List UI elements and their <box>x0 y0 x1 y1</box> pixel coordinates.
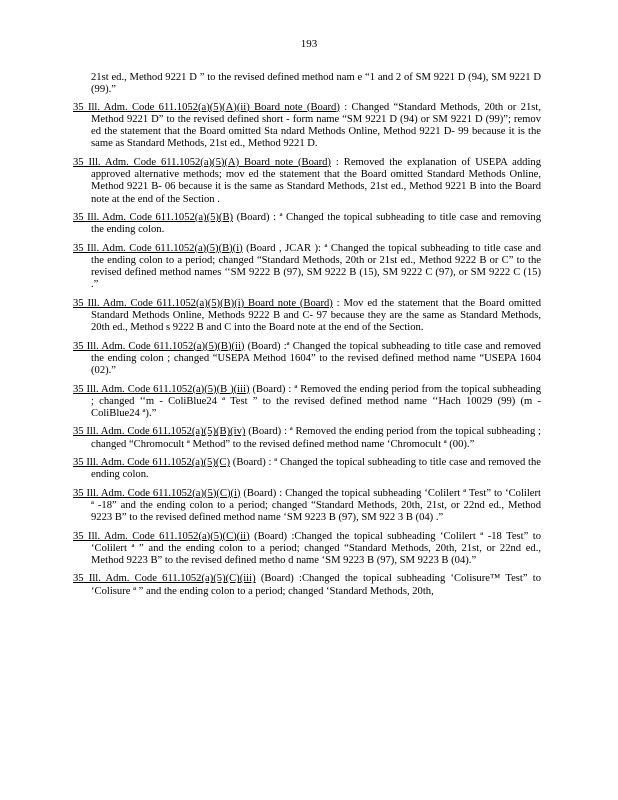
code-reference: 35 Ill. Adm. Code 611.1052(a)(5)(B) <box>73 211 234 223</box>
code-reference: 35 Ill. Adm. Code 611.1052(a)(5)(B)(i) <box>73 242 243 254</box>
code-reference: 35 Ill. Adm. Code 611.1052(a)(5)(C)(i) <box>73 487 241 499</box>
list-item <box>73 243 541 292</box>
code-reference: 35 Ill. Adm. Code 611.1052(a)(5)(A)(ii) Board note (Board) <box>73 101 340 113</box>
entry-text: (Board) : ª Changed the topical subheading to title case and removing the ending colon. <box>91 211 541 236</box>
code-reference: 35 Ill. Adm. Code 611.1052(a)(5)(C) <box>73 457 230 469</box>
entry-text: (Board) :Changed the topical subheading ‘Colisure™ Test” to ‘Colisure ª ” and the ending colon to a period; changed ‘Standard Methods, 20th, <box>91 573 541 597</box>
entry-text: (Board) :ª Changed the topical subheading to title case and removed the ending colon ; changed “USEPA Method 1604” to the revised defined method name “USEPA 1604 (02).” <box>91 340 541 377</box>
list-item <box>73 341 541 378</box>
code-reference: 35 Ill. Adm. Code 611.1052(a)(5)(C)(iii) <box>73 573 256 585</box>
list-item <box>73 531 541 568</box>
entry-text: (Board) : Changed the topical subheading ‘Colilert ª Test” to ‘Colilert ª -18” and the ending colon to a period; changed “Standard Methods, 20th, 21st, or 22nd ed., Method 9223 B” to the revised defined method name ‘SM 9223 B (97), SM 922 3 B (04) .” <box>91 487 541 524</box>
page-number: 193 <box>300 38 318 50</box>
code-reference: 35 Ill. Adm. Code 611.1052(a)(5)(B )(iii) <box>73 383 250 395</box>
list-item <box>73 426 541 451</box>
entry-text: : Changed “Standard Methods, 20th or 21st, Method 9221 D” to the revised defined short - form name “SM 9221 D (94) or SM 9221 D (99)”; remov ed the statement that the Board omitted Sta ndard Methods Online, Method 9221 D- 99 because it is the same as Standard Methods, 21st ed., Method 9221 D. <box>91 101 541 150</box>
code-reference: 35 Ill. Adm. Code 611.1052(a)(5)(A) Board note (Board) <box>73 156 331 168</box>
entry-text: : Mov ed the statement that the Board omitted Standard Methods Online, Methods 9222 B and C- 97 because they are the same as Standard Methods, 20th ed., Method s 9222 B and C into the Board note at the end of the Section. <box>91 297 541 334</box>
list-item <box>73 384 541 421</box>
code-reference: 35 Ill. Adm. Code 611.1052(a)(5)(B)(i) Board note (Board) <box>73 297 333 309</box>
list-item <box>73 102 541 151</box>
entry-text: (Board) :Changed the topical subheading ‘Colilert ª -18 Test” to ‘Colilert ª ” and the ending colon to a period; changed “Standard Methods, 20th, 21st, or 22nd ed., Method 9223 B” to the revised defined metho d name ‘SM 9223 B (97), SM 9223 B (04).” <box>91 530 541 567</box>
entry-text: (Board) : ª Removed the ending period from the topical subheading ; changed ‘‘m - ColiBlue24 ª Test ” to the revised defined method name ‘‘Hach 10029 (99) (m - ColiBlue24 ª).” <box>91 383 542 420</box>
entry-text: : Removed the explanation of USEPA adding approved alternative methods; mov ed the statement that the Board omitted Standard Methods Online, Method 9221 B- 06 because it is the same as Standard Methods, 21st ed., Method 9221 B into the Board note at the end of the Section . <box>91 156 541 205</box>
code-reference: 35 Ill. Adm. Code 611.1052(a)(5)(B)(ii) <box>73 340 245 352</box>
list-item <box>73 488 541 525</box>
list-item <box>73 157 541 206</box>
code-reference: 35 Ill. Adm. Code 611.1052(a)(5)(C)(ii) <box>73 530 250 542</box>
list-item <box>73 457 541 482</box>
list-item <box>73 298 541 335</box>
list-item <box>73 573 541 598</box>
document-body <box>73 72 541 604</box>
code-reference: 35 Ill. Adm. Code 611.1052(a)(5)(B)(iv) <box>73 426 246 438</box>
list-item <box>73 212 541 237</box>
list-item <box>73 72 541 97</box>
entry-text: (Board) : ª Changed the topical subheading to title case and removed the ending colon. <box>91 457 541 481</box>
entry-text: 21st ed., Method 9221 D ” to the revised defined method nam e “1 and 2 of SM 9221 D (94), SM 9221 D (99).” <box>91 72 541 96</box>
entry-text: (Board) : ª Removed the ending period from the topical subheading ; changed “Chromocult ª Method” to the revised defined method name ‘Chromocult ª (00).” <box>91 426 541 450</box>
entry-text: (Board , JCAR ): ª Changed the topical subheading to title case and the ending colon to a period; changed “Standard Methods, 20th or 21st ed., Method 9222 B or C” to the revised defined method names ‘‘SM 9222 B (97), SM 9222 B (15), SM 9222 C (97), or SM 9222 C (15) .” <box>91 242 541 291</box>
